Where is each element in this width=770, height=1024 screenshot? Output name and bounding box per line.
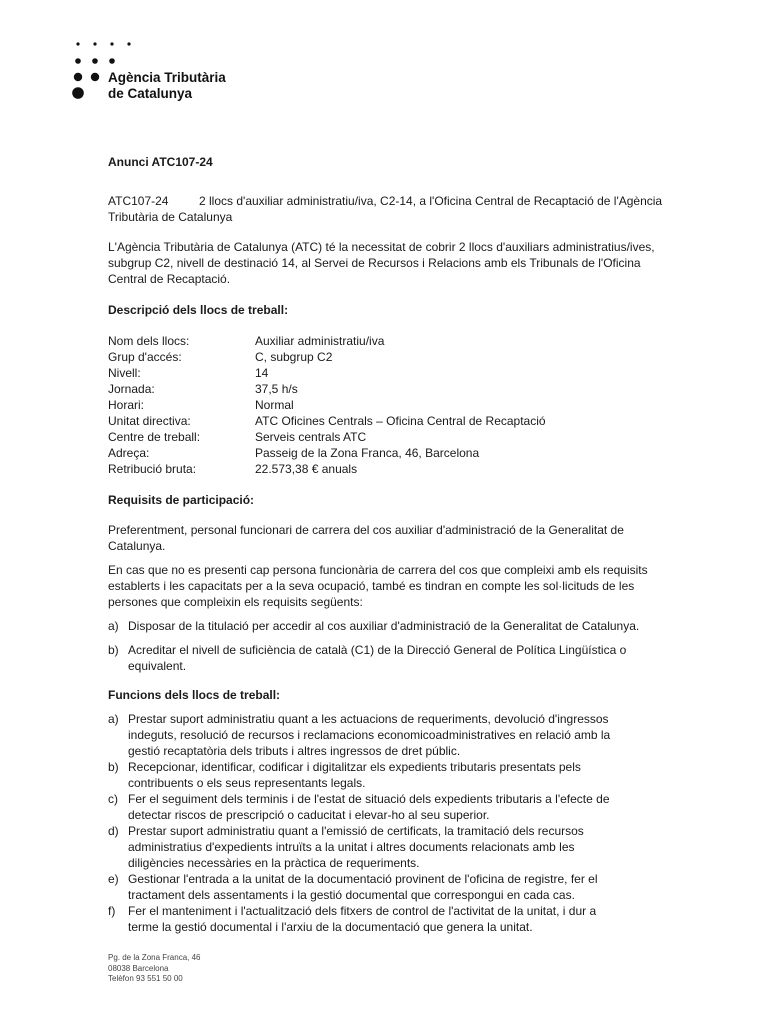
summary-text-line1: 2 llocs d'auxiliar administratiu/iva, C2-14, a l'Oficina Central de Recaptació de l'Agència — [199, 194, 663, 208]
row-value: 37,5 h/s — [255, 382, 298, 396]
row-label: Horari: — [108, 398, 145, 412]
list-item-text: terme la gestió documental i l'arxiu de la documentació que genera la unitat. — [128, 920, 533, 934]
footer-line: 08038 Barcelona — [108, 963, 169, 973]
row-label: Grup d'accés: — [108, 350, 182, 364]
text-line: En cas que no es presenti cap persona funcionària de carrera del cos que compleixi amb els requisits — [108, 563, 648, 577]
intro-line: subgrup C2, nivell de destinació 14, al Servei de Recursos i Relacions amb els Tribunals de l'Oficina — [108, 256, 641, 270]
requirements-heading: Requisits de participació: — [108, 493, 255, 507]
list-item — [108, 871, 708, 903]
list-item-text: administratius d'expedients intruïts a la unitat i altres documents relacionats amb les — [128, 840, 575, 854]
row-label: Nivell: — [108, 366, 141, 380]
summary-text-line2: Tributària de Catalunya — [108, 210, 233, 224]
description-row — [108, 397, 708, 413]
list-item-text: Gestionar l'entrada a la unitat de la documentació provinent de l'oficina de registre, fer el — [128, 872, 598, 886]
requirements-paragraph-1 — [108, 522, 708, 554]
row-value: 14 — [255, 366, 269, 380]
list-item — [108, 791, 708, 823]
intro-paragraph — [108, 239, 708, 287]
list-item-text: Fer el seguiment dels terminis i de l'estat de situació dels expedients tributaris a l'efecte de — [128, 792, 610, 806]
summary-code: ATC107-24 — [108, 194, 169, 208]
list-item — [108, 759, 708, 791]
row-value: Serveis centrals ATC — [255, 430, 367, 444]
list-item — [108, 711, 708, 759]
row-label: Centre de treball: — [108, 430, 201, 444]
list-marker: b) — [108, 643, 119, 657]
row-value: 22.573,38 € anuals — [255, 462, 358, 476]
functions-list — [108, 711, 708, 935]
description-row — [108, 445, 708, 461]
row-value: C, subgrup C2 — [255, 350, 333, 364]
description-row — [108, 429, 708, 445]
list-item — [108, 903, 708, 935]
requirements-paragraph-2 — [108, 562, 708, 610]
list-item-text: Prestar suport administratiu quant a les actuacions de requeriments, devolució d'ingressos — [128, 712, 609, 726]
text-line: establerts i les capacitats per a la seva ocupació, també es tindran en compte les sol·licituds de les — [108, 579, 635, 593]
description-row — [108, 333, 708, 349]
logo-name-line1: Agència Tributària — [108, 70, 226, 85]
footer-line: Telèfon 93 551 50 00 — [108, 974, 183, 983]
row-label: Retribució bruta: — [108, 462, 197, 476]
row-label: Nom dels llocs: — [108, 334, 190, 348]
list-item-text: contribuents o els seus representants legals. — [128, 776, 366, 790]
row-label: Jornada: — [108, 382, 155, 396]
intro-line: Central de Recaptació. — [108, 272, 231, 286]
list-marker: a) — [108, 712, 119, 726]
description-row — [108, 365, 708, 381]
row-value: Normal — [255, 398, 294, 412]
description-heading: Descripció dels llocs de treball: — [108, 303, 289, 317]
row-value: ATC Oficines Centrals – Oficina Central de Recaptació — [255, 414, 546, 428]
description-table — [108, 333, 708, 477]
page-title: Anunci ATC107-24 — [108, 155, 213, 169]
footer-address — [108, 953, 201, 985]
functions-heading: Funcions dels llocs de treball: — [108, 688, 281, 702]
row-value: Passeig de la Zona Franca, 46, Barcelona — [255, 446, 480, 460]
list-item-text: detectar riscos de prescripció o caducitat i elevar-ho al seu superior. — [128, 808, 490, 822]
description-row — [108, 349, 708, 365]
text-line: Catalunya. — [108, 539, 166, 553]
list-item-text: tractament dels assentaments i la gestió documental que correspongui en cada cas. — [128, 888, 575, 902]
list-marker: d) — [108, 824, 119, 838]
row-value: Auxiliar administratiu/iva — [255, 334, 385, 348]
row-label: Unitat directiva: — [108, 414, 191, 428]
list-item-text: indeguts, resolució de recursos i reclamacions economicoadministratives en relació amb la — [128, 728, 611, 742]
logo-wordmark — [108, 70, 226, 102]
list-marker: c) — [108, 792, 118, 806]
list-item-text: diligències necessàries en la pràctica de requeriments. — [128, 856, 420, 870]
list-marker: f) — [108, 904, 116, 918]
text-line: persones que compleixin els requisits següents: — [108, 595, 363, 609]
list-item-text: Prestar suport administratiu quant a l'emissió de certificats, la tramitació dels recursos — [128, 824, 584, 838]
text-line: Preferentment, personal funcionari de carrera del cos auxiliar d'administració de la Generalitat de — [108, 523, 624, 537]
list-item-text: equivalent. — [128, 659, 187, 673]
list-item-text: Acreditar el nivell de suficiència de català (C1) de la Direcció General de Política Lingüística o — [128, 643, 627, 657]
description-row — [108, 413, 708, 429]
intro-line: L'Agència Tributària de Catalunya (ATC) té la necessitat de cobrir 2 llocs d'auxiliars administratius/ives, — [108, 240, 655, 254]
list-item-text: Disposar de la titulació per accedir al cos auxiliar d'administració de la Generalitat de Catalunya. — [128, 619, 640, 633]
list-item-text: Recepcionar, identificar, codificar i digitalitzar els expedients tributaris presentats pels — [128, 760, 581, 774]
logo-name-line2: de Catalunya — [108, 86, 193, 101]
description-row — [108, 381, 708, 397]
list-item-text: gestió recaptatòria dels tributs i altres ingressos de dret públic. — [128, 744, 461, 758]
list-item — [108, 618, 708, 634]
row-label: Adreça: — [108, 446, 150, 460]
list-item — [108, 642, 708, 674]
summary — [108, 193, 708, 225]
list-marker: e) — [108, 872, 119, 886]
footer-line: Pg. de la Zona Franca, 46 — [108, 953, 201, 962]
requirements-list — [108, 618, 708, 674]
list-marker: a) — [108, 619, 119, 633]
list-item — [108, 823, 708, 871]
list-marker: b) — [108, 760, 119, 774]
list-item-text: Fer el manteniment i l'actualització dels fitxers de control de l'activitat de la unitat, i dur a — [128, 904, 597, 918]
description-row — [108, 461, 708, 477]
